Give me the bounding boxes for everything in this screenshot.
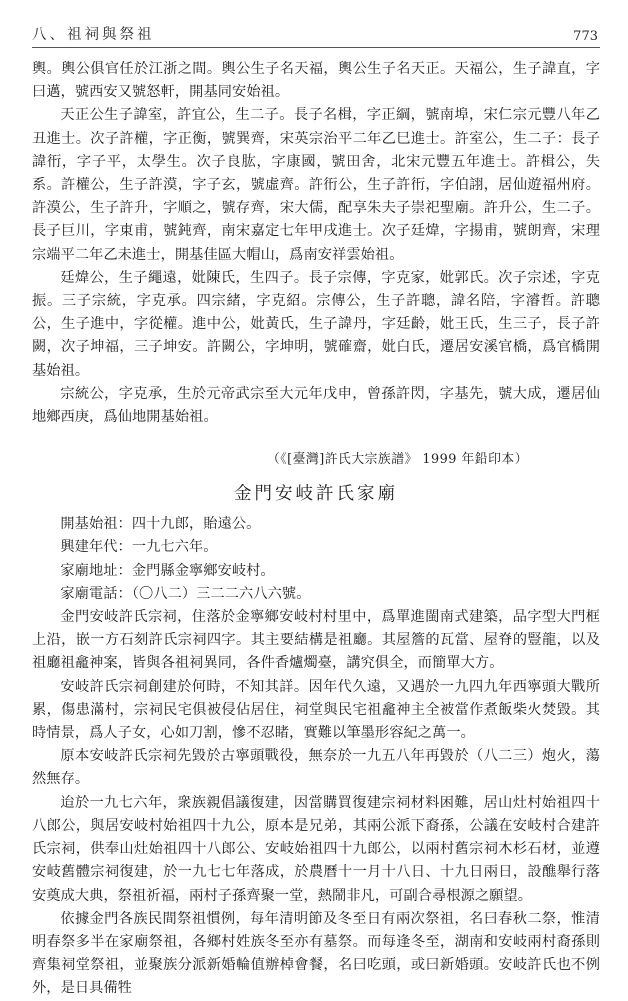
field-label: 興建年代 <box>60 539 118 556</box>
field-label: 開基始祖 <box>60 516 118 533</box>
paragraph: 原本安岐許氏宗祠先毀於古寧頭戰役，無奈於一九五八年再毀於（八二三）炮火，蕩然無存。 <box>32 748 600 788</box>
header-divider <box>32 47 600 48</box>
field-label: 家廟地址 <box>60 562 118 579</box>
section-title: 金門安岐許氏家廟 <box>234 484 398 505</box>
source-citation: （《[臺灣]許氏大宗族譜》 1999 年鉛印本） <box>266 452 528 468</box>
paragraph: 安岐許氏宗祠創建於何時，不知其詳。因年代久遠，又遇於一九四九年西寧頭大戰所累，傷患滿村，宗祠民宅俱被侵佔居住，祠堂與民宅祖龕神主全被當作煮飯柴火焚毀。其時情景，爲人子女，心如刀割，慘不忍睹，實難以筆墨形容紀之萬一。 <box>32 678 600 742</box>
paragraph: 輿。輿公俱官任於江浙之間。輿公生子名天福，輿公生子名天正。天福公，生子諱直，字曰邁，號西安又號怒軒，開基同安始祖。 <box>32 61 600 101</box>
spacer <box>32 429 600 449</box>
field-construction-year <box>32 536 600 559</box>
field-value: 四十九郎，貽遠公。 <box>131 516 261 533</box>
paragraph: 迨於一九七六年，衆族親倡議復建，因當購買復建宗祠材料困難，居山灶村始祖四十八郎公，與居安岐村始祖四十九公，原本是兄弟，其兩公派下裔孫，公議在安岐村合建許氏宗祠，供奉山灶始祖四十八郎公、安岐始祖四十九郎公，以兩村舊宗祠木杉石材，並遵安岐舊體宗祠復建，於一九七七年落成，於農曆十一月十八日、十九日兩日，設醮舉行落安奠成大典，祭祖祈福，兩村子孫齊聚一堂，熱鬧非凡，可副合尋根源之願望。 <box>32 794 600 904</box>
field-separator: ： <box>117 585 132 602</box>
field-address <box>32 560 600 583</box>
paragraph: 金門安岐許氏宗祠，住落於金寧鄉安岐村村里中，爲單進閩南式建築，品字型大門框上沿，嵌一方石刻許氏宗祠四字。其主要結構是祖廳。其屋簷的瓦當、屋脊的豎龍，以及祖廳祖龕神案，皆與各祖祠異同，各件香爐燭臺，講究俱全，而簡單大方。 <box>32 609 600 672</box>
field-value: 一九七六年。 <box>131 539 218 556</box>
field-value: （〇八二）三二二六八六號。 <box>131 585 311 602</box>
field-founding-ancestor <box>32 513 600 536</box>
paragraph: 廷煒公，生子繩遠，妣陳氏，生四子。長子宗傳，字克家，妣郭氏。次子宗述，字克振。三子宗統，字克承。四宗緒，字克紹。宗傳公，生子許聰，諱名陪，字濬哲。許聰公，生子進中，字從權。進中公，妣黃氏，生子諱丹，字廷齡，妣王氏，生三子，長子許闕，次子坤福，三子坤安。許闕公，字坤明，號確齋，妣白氏，遷居安溪官橋，爲官橋開基始祖。 <box>32 269 600 379</box>
field-separator: ： <box>117 516 132 533</box>
page-number: 773 <box>573 29 598 44</box>
body-text <box>32 58 600 1001</box>
field-separator: ： <box>117 562 132 579</box>
paragraph: 依據金門各族民間祭祖慣例，每年清明節及冬至日有兩次祭祖，名曰春秋二祭，惟清明春祭多半在家廟祭祖，各鄉村姓族冬至亦有墓祭。而每逢冬至，湖南和安岐兩村裔孫則齊集祠堂祭祖，並聚族分派新婚輪值辦棹會餐，名曰吃頭，或曰新婚頭。安岐許氏也不例外，是日具備牲 <box>32 910 600 997</box>
field-label: 家廟電話 <box>60 585 118 602</box>
field-phone <box>32 583 600 606</box>
paragraph: 天正公生子諱室，許宜公，生二子。長子名楫，字正綱，號南埠，宋仁宗元豐八年乙丑進士。次子許權，字正衡，號巽齊，宋英宗治平二年乙巳進士。許室公，生二子：長子諱衎，字子平，太學生。次子良肱，字康國，號田舍，北宋元豐五年進士。許楫公，失系。許權公，生子許漠，字子玄，號虛齊。許衎公，生子許衎，字伯詡，居仙遊福州府。許漠公，生子許升，字順之，號存齊，宋大儒，配享朱夫子崇祀聖廟。許升公，生二子。長子巨川，字東甫，號鈍齊，南宋嘉定七年甲戌進士。次子廷煒，字揚甫，號朗齊，宋理宗端平二年乙未進士，開基佳區大帽山，爲南安祥雲始祖。 <box>32 107 600 263</box>
chapter-title: 八、祖祠與祭祖 <box>32 27 155 43</box>
paragraph: 宗統公，字克承，生於元帝武宗至大元年戊申，曾孫許閃，字基先，號大成，遷居仙地鄉西庚，爲仙地開基始祖。 <box>32 385 600 426</box>
field-value: 金門縣金寧鄉安岐村。 <box>131 562 275 579</box>
running-header <box>32 22 600 44</box>
field-separator: ： <box>117 539 132 556</box>
